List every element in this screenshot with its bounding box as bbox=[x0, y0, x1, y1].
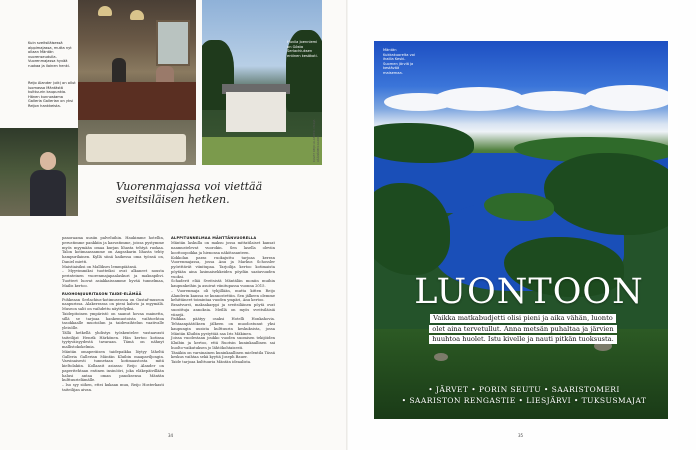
cafe-interior-photo bbox=[78, 0, 196, 120]
body-paragraph: Kokkolan paras ruokajuttu tarjoaa kerran Vuorenmajassa, jossa Anu ja Markus Schossler pyörittävät viinitupaa. Tarjoilija kertoo kotimaista pöytään aina lasimaisekkeiden pöydän saatavuuden vuoksi. bbox=[171, 255, 275, 279]
bullet-icon: • bbox=[428, 385, 434, 394]
body-paragraph: – Myyvimmiksi tuotteiksi ovat alkaneet nousta perinteinen vuorenmajapaalaskuri ja maksapihvi. Tuotteet luovat asiakkaissamme hyvää tunnelmaa, Mailis kertoo. bbox=[62, 269, 164, 288]
body-paragraph: Taide tarjoaa kulttuuria Mäntän ideaalista. bbox=[171, 360, 252, 364]
lake-landscape-photo bbox=[374, 41, 668, 419]
forest-island bbox=[374, 123, 474, 163]
body-paragraph: Tällä hetkellä yhdistys työskentelee vastaavasti taiteilijat Henrik Härkönen. Hän kertoo kotinsa tyytyväisyydestä tavaraan. Tämä on nähnyt mallistokokelmia. bbox=[62, 330, 164, 349]
tag-item: LIESJÄRVI bbox=[526, 396, 572, 405]
villa-photo bbox=[202, 0, 322, 165]
tag-row bbox=[384, 395, 664, 406]
villa-lawn bbox=[202, 137, 322, 165]
cafe-table-photo bbox=[78, 120, 196, 165]
portrait-body bbox=[30, 170, 66, 216]
body-paragraph: Schaderit elää Sveitsistä Mäntälän moniin muihin kaupunkeihin ja asuivat viinitupassa vuonna 2015. bbox=[171, 279, 275, 288]
bullet-icon: • bbox=[518, 396, 524, 405]
lead-line: Vaikka matkabudjetti olisi pieni ja aika vähän, luonto bbox=[430, 314, 616, 323]
cafe-counter bbox=[78, 82, 196, 120]
body-paragraph: Tänäkin on varsinainen kuninkaallinen mielentila Tässä keskus vaihtaa sekä kyytiä Joseph Bauer. bbox=[171, 350, 275, 360]
body-paragraph: Maistiaisiksi on Mallikses lemmpiäänsä. bbox=[62, 264, 138, 269]
cloud-shape bbox=[514, 91, 594, 111]
ceiling-lamp-icon bbox=[98, 6, 112, 16]
body-paragraph: Braatvurst, maksakarppi ja sveitsiläinen pöytä ovat suosittuja annoksia. Meillä on myös sveitsiläisiä viinejä. bbox=[171, 303, 275, 317]
landscape-caption: Mäntän Kukkakuorelta voi ihailla Keski-Suomen järviä ja kestävää maisemaa. bbox=[383, 48, 415, 75]
cafe-table bbox=[86, 134, 186, 162]
body-paragraph: Joissa vuodestaan joukko vuoden suomisen tekijöiden Kluibin ja kertoo, että Ruotsin kuninkaallinen sai huolto-vaikutuksen jo lähtökohtaisesti. bbox=[171, 336, 275, 350]
body-paragraph: Mäntän omaperäisen taidepaikka löytyy läheltä Galleria Gallerian Mäntän Kluibin maapaviljongin. Varsinaisesti tunnetaan kotimaastosta mitä kieltolakiin. Kollaasit asiassa: Reijo Alander on paperitehtaan entinen insinööri, joka eläkepäivillään halusi antaa oman panoksensa Mäntän kulttuurielämälle. bbox=[62, 349, 164, 383]
cloud-shape bbox=[434, 87, 524, 111]
body-paragraph: – Iso syy siihen, ettei kukaan muu, Reijo Hosterkasti taiteilijan aivan. bbox=[62, 383, 164, 392]
tag-row bbox=[384, 384, 664, 395]
cafe-caption: Kuin sveitsiläisessä alppimajassa, mutta nyt ollaan Mäntän vuorenseudulla. Vuorenmajassa hyvää ruokaa ja iloinen henki. bbox=[28, 41, 72, 68]
body-paragraph: Mäntän laskulla on maksu jossa mittatilaiset kansat naamustelevat vuorokin. Sen lasella oleviin koottoopoikka ja hienonsa näkötasanteen. bbox=[171, 241, 275, 255]
photo-credit: KUVAT REIJO ALANDER, MARJA VÄÄNÄNEN-GADDI bbox=[312, 119, 320, 162]
body-paragraph: panoraama uusiin palveluihin. Haukimme hotellin, perustimme pankkiin ja kasvatimme, joissa pystymme myös myymään omaa kurjan lihasta tehtyä ruokaa. Talon kotimaassamme on Angaskarin lihasta tehty hampurilainen. Kyllä siinä kaikessa oma työnsä on, Daniel mietti. bbox=[62, 236, 164, 264]
lead-paragraph bbox=[403, 314, 643, 346]
owner-caption: Reijo Alander (oik) on ollut luomassa Mäntästä kulttuurin kaupunkia. Hänen kunnostama Galleria Gallerian on yksi Reijon hankkeista. bbox=[28, 81, 76, 108]
tag-item: SAARISTOMERI bbox=[551, 385, 620, 394]
body-paragraph: Paikkaa päätyy osaksi Hotelli Honkahovia. Tehtaanpäätöksen jälkeen on muodostunut yksi kaupungin uusista kulttuurin keskuksista, jossa Mäntän Kluibin pystyttää saa Iris Mäkinen. bbox=[171, 317, 275, 336]
cafe-window bbox=[156, 20, 190, 66]
bullet-icon: • bbox=[471, 385, 477, 394]
ceiling-lamp-icon bbox=[130, 10, 144, 20]
tag-item: TUKSUSMAJAT bbox=[581, 396, 647, 405]
tag-item: SAARISTON RENGASTIE bbox=[409, 396, 516, 405]
bullet-icon: • bbox=[401, 396, 407, 405]
text-column-left bbox=[62, 236, 164, 393]
villa-building bbox=[226, 92, 286, 132]
lead-line: olet aina tervetullut. Anna metsän puhaltaa ja järvien bbox=[429, 325, 616, 334]
rock-shape bbox=[434, 353, 448, 361]
body-paragraph: Pohkeaan Serlachius-kotimuseossa on Gustaf-museon naapurissa. Alakerrassa on pieni kahvio ja myymälä. Museon salit on vaihdettu näyttelyiksi. bbox=[62, 297, 164, 311]
bullet-icon: • bbox=[573, 396, 579, 405]
villa-caption: Huvila Joenniemi on Gösta Serlachiuksen entinen kesäkoti. bbox=[287, 40, 318, 58]
section-heading: ALPPITUNNELMAA MÄNTTÄNVUORELLA bbox=[171, 236, 257, 240]
page-number-left: 34 bbox=[168, 433, 174, 438]
section-title: LUONTOON bbox=[414, 272, 644, 312]
tag-item: JÄRVET bbox=[435, 385, 469, 394]
text-column-right bbox=[171, 236, 275, 365]
portrait-head bbox=[40, 152, 56, 170]
article-headline: Vuorenmajassa voi viettää sveitsiläisen hetken. bbox=[116, 180, 263, 206]
body-paragraph: Taidepitoinen ympäristö on saanut hovaa mainetta, sillä se tarjoaa hankemuotoista vaihtoehtoa tasokkaalle muotoilun ja taidevaihtelun vaativalle yleisölle. bbox=[62, 311, 164, 330]
section-heading: RUOHONJUURITASON TAIDE-ELÄMÄÄ bbox=[62, 292, 142, 297]
lead-line: huuhtoa huolet. Istu kivelle ja nauti pitkän tuoksusta. bbox=[429, 335, 617, 344]
tag-item: PORIN SEUTU bbox=[478, 385, 542, 394]
portrait-photo bbox=[0, 128, 78, 216]
body-paragraph: – Vuorenmaja oli tyhjillään, mutta kitten Reijo Alanderin kanssa se kunnostettiin. Sen jälkeen olemme kehittäneet toimintaa vuoden ympäri, Anu kertoo. bbox=[171, 288, 275, 303]
page-number-right: 35 bbox=[518, 433, 524, 438]
cloud-shape bbox=[584, 85, 668, 111]
bullet-icon: • bbox=[543, 385, 549, 394]
destination-tags bbox=[384, 384, 664, 406]
